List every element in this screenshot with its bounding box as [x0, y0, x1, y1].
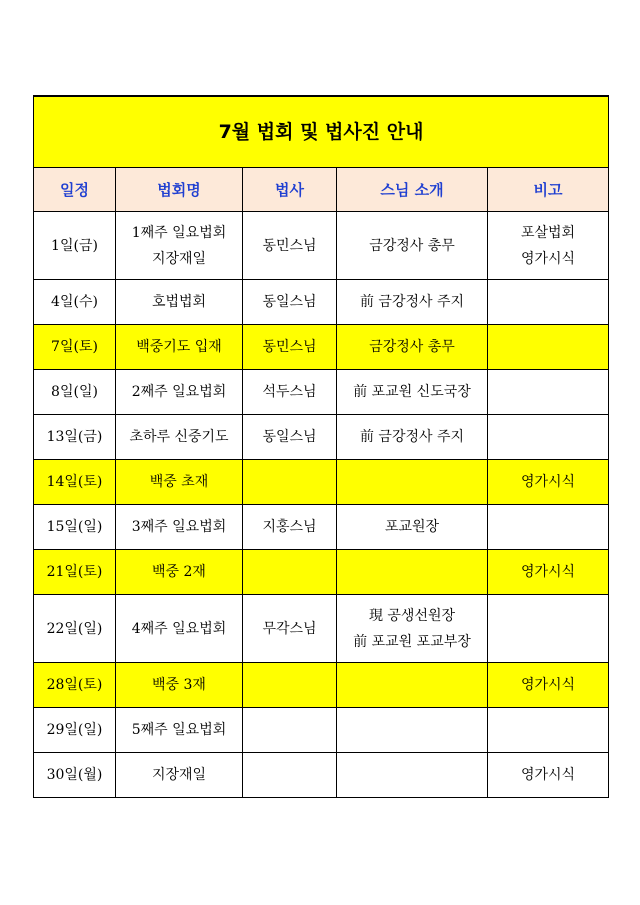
date-cell: 4일(수) [34, 280, 116, 325]
date-cell: 29일(일) [34, 708, 116, 753]
intro-cell-line: 포교원장 [384, 519, 440, 535]
event-cell [116, 325, 243, 370]
event-cell-line: 백중 2재 [152, 564, 206, 580]
table-row [34, 595, 609, 663]
monk-cell [243, 663, 337, 708]
event-cell [116, 663, 243, 708]
header-intro: 스님 소개 [337, 168, 488, 212]
date-cell: 14일(토) [34, 460, 116, 505]
date-cell: 22일(일) [34, 595, 116, 663]
intro-cell [337, 505, 488, 550]
note-cell [488, 370, 609, 415]
note-cell [488, 663, 609, 708]
monk-cell: 동민스님 [243, 325, 337, 370]
note-cell [488, 595, 609, 663]
monk-cell [243, 753, 337, 798]
event-cell [116, 595, 243, 663]
monk-cell: 무각스님 [243, 595, 337, 663]
intro-cell-line: 前 금강정사 주지 [359, 294, 465, 310]
event-cell [116, 460, 243, 505]
monk-cell: 동민스님 [243, 212, 337, 280]
event-cell [116, 550, 243, 595]
date-cell: 1일(금) [34, 212, 116, 280]
note-cell-line: 영가시식 [520, 250, 576, 267]
schedule-table [33, 95, 609, 798]
header-date: 일정 [34, 168, 116, 212]
date-cell: 13일(금) [34, 415, 116, 460]
note-cell [488, 708, 609, 753]
title-row [34, 96, 609, 168]
event-cell-line: 지장재일 [151, 767, 207, 783]
intro-cell-line: 前 포교원 포교부장 [353, 633, 471, 650]
event-cell [116, 280, 243, 325]
intro-cell [337, 325, 488, 370]
date-cell: 30일(월) [34, 753, 116, 798]
table-title: 7월 법회 및 법사진 안내 [34, 96, 609, 168]
table-row [34, 280, 609, 325]
note-cell [488, 212, 609, 280]
note-cell [488, 280, 609, 325]
date-cell: 8일(일) [34, 370, 116, 415]
event-cell-line: 백중 3재 [152, 677, 206, 693]
event-cell-line: 3째주 일요법회 [131, 519, 227, 535]
event-cell-line: 지장재일 [151, 250, 207, 267]
intro-cell [337, 212, 488, 280]
intro-cell-line: 前 포교원 신도국장 [353, 384, 471, 400]
note-cell [488, 460, 609, 505]
intro-cell-line: 금강정사 총무 [369, 237, 455, 254]
table-row [34, 415, 609, 460]
event-cell-line: 백중 초재 [149, 474, 209, 490]
table-row [34, 663, 609, 708]
monk-cell: 동일스님 [243, 415, 337, 460]
event-cell-line: 4째주 일요법회 [131, 620, 227, 637]
event-cell-line: 2째주 일요법회 [131, 384, 227, 400]
monk-cell: 동일스님 [243, 280, 337, 325]
date-cell: 15일(일) [34, 505, 116, 550]
event-cell-line: 1째주 일요법회 [131, 224, 227, 241]
intro-cell-line: 前 금강정사 주지 [359, 429, 465, 445]
event-cell [116, 708, 243, 753]
note-cell-line: 영가시식 [520, 677, 576, 693]
monk-cell [243, 708, 337, 753]
event-cell [116, 505, 243, 550]
intro-cell [337, 708, 488, 753]
note-cell [488, 550, 609, 595]
event-cell [116, 370, 243, 415]
table-row [34, 708, 609, 753]
note-cell-line: 영가시식 [520, 474, 576, 490]
note-cell-line: 영가시식 [520, 564, 576, 580]
event-cell [116, 415, 243, 460]
monk-cell [243, 550, 337, 595]
event-cell [116, 753, 243, 798]
table-row [34, 550, 609, 595]
intro-cell [337, 460, 488, 505]
event-cell-line: 호법법회 [151, 294, 207, 310]
table-row [34, 753, 609, 798]
date-cell: 7일(토) [34, 325, 116, 370]
event-cell-line: 백중기도 입재 [136, 339, 222, 355]
event-cell-line: 초하루 신중기도 [129, 429, 229, 445]
date-cell: 21일(토) [34, 550, 116, 595]
monk-cell: 지홍스님 [243, 505, 337, 550]
date-cell: 28일(토) [34, 663, 116, 708]
header-note: 비고 [488, 168, 609, 212]
table-row [34, 370, 609, 415]
intro-cell [337, 370, 488, 415]
intro-cell [337, 415, 488, 460]
intro-cell-line: 금강정사 총무 [369, 339, 455, 355]
monk-cell: 석두스님 [243, 370, 337, 415]
event-cell [116, 212, 243, 280]
intro-cell [337, 280, 488, 325]
note-cell [488, 325, 609, 370]
table-row [34, 460, 609, 505]
table-row [34, 505, 609, 550]
note-cell [488, 415, 609, 460]
header-row [34, 168, 609, 212]
intro-cell [337, 595, 488, 663]
note-cell-line: 영가시식 [520, 767, 576, 783]
monk-cell [243, 460, 337, 505]
header-event: 법회명 [116, 168, 243, 212]
intro-cell [337, 753, 488, 798]
table-row [34, 212, 609, 280]
table-row [34, 325, 609, 370]
intro-cell [337, 663, 488, 708]
note-cell-line: 포살법회 [520, 224, 576, 241]
header-monk: 법사 [243, 168, 337, 212]
event-cell-line: 5째주 일요법회 [131, 722, 227, 738]
note-cell [488, 505, 609, 550]
intro-cell [337, 550, 488, 595]
note-cell [488, 753, 609, 798]
intro-cell-line: 現 공생선원장 [368, 607, 456, 624]
